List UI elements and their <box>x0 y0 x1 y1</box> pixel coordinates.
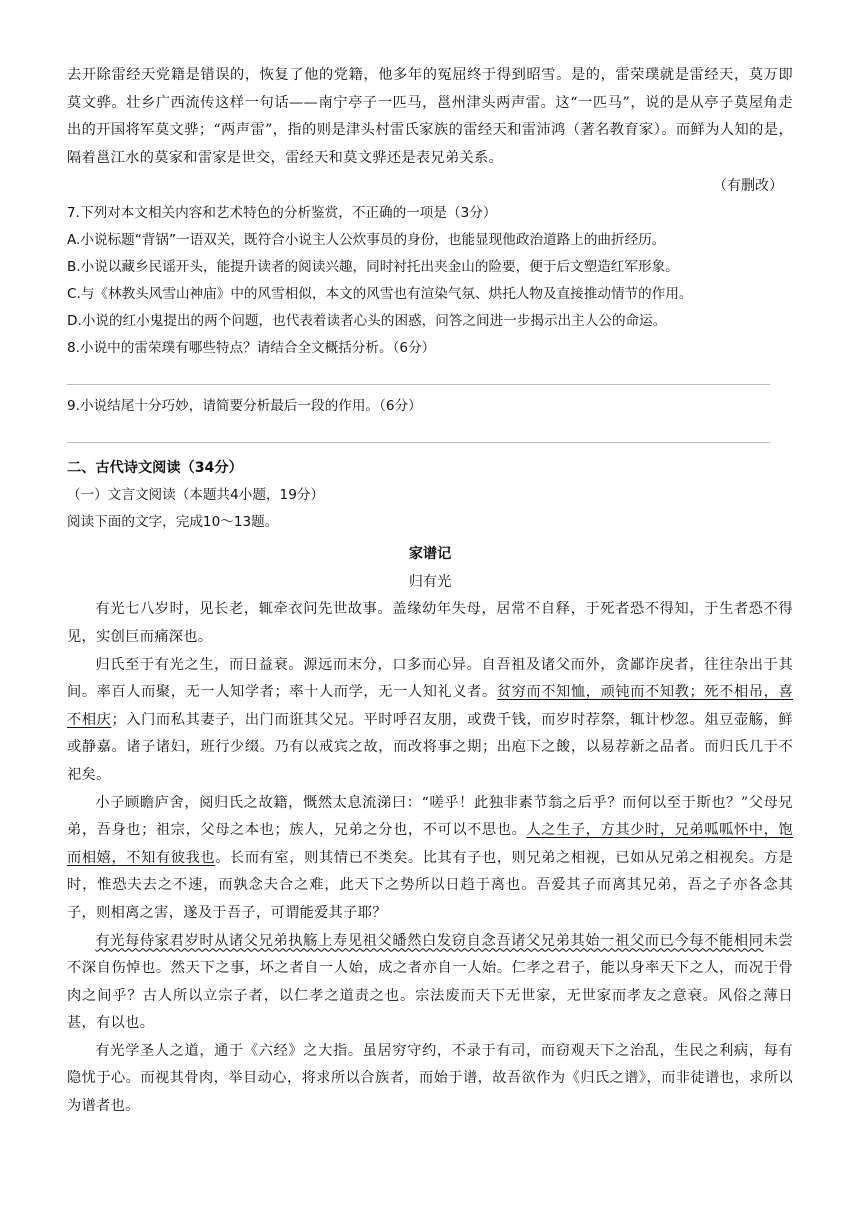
underlined-sentence-2: 人之生子，方其少时，兄弟呱呱怀中，饱而相嬉，不知有彼我也 <box>67 822 793 866</box>
question-8: 8.小说中的雷荣璞有哪些特点？请结合全文概括分析。（6分） <box>67 340 436 357</box>
essay-paragraph-5: 有光学圣人之道，通于《六经》之大指。虽居穷守约，不录于有司，而窃观天下之治乱，生民之利病，每有隐忧于心。而视其骨肉，举目动心，将求所以合族者，而始于谱，故吾欲作为《归氏之谱》，而非徒谱也，求所以为谱者也。 <box>67 1042 793 1115</box>
reading-instruction: 阅读下面的文字，完成10～13题。 <box>67 514 279 531</box>
document-page <box>67 62 793 1121</box>
essay-paragraph-2-text-a: 归氏至于有光之生，而日益衰。源远而末分，口多而心异。自吾祖及诸父而外，贪鄙诈戾者，往往杂出于其间。率百人而聚，无一人知学者；率十人而学，无一人知礼义者。 <box>67 656 793 701</box>
wavy-underlined-passage: 有光每侍家君岁时从诸父兄弟执觞上寿见祖父皤然白发窃自念吾诸父兄弟其始一祖父而已今每不能相同 <box>95 932 764 949</box>
section-heading: 二、古代诗文阅读（34分） <box>67 460 243 477</box>
essay-paragraph-3-text-a: 小子顾瞻庐舍，阅归氏之故籍，慨然太息流涕曰：“嗟乎！此独非素节翁之后乎？而何以至于斯也？”父母兄弟，吾身也；祖宗，父母之本也；族人，兄弟之分也，不可以不思也。 <box>67 794 793 839</box>
question-7-option-c: C.与《林教头风雪山神庙》中的风雪相似，本文的风雪也有渲染气氛、烘托人物及直接推动情节的作用。 <box>67 286 693 303</box>
question-7-option-a: A.小说标题“背锅”一语双关，既符合小说主人公炊事员的身份，也能显现他政治道路上的曲折经历。 <box>67 232 666 249</box>
essay-paragraph-2-text-b: ；入门而私其妻子，出门而诳其父兄。平时呼召友朋，或费千钱，而岁时荐祭，辄计杪忽。俎豆壶觞，鲜或静嘉。诸子诸妇，班行少缀。乃有以戒宾之故，而改将事之期；出庖下之餕，以易荐新之品者。而归氏几于不祀矣。 <box>67 711 793 783</box>
subsection-heading: （一）文言文阅读（本题共4小题，19分） <box>67 487 325 504</box>
question-9: 9.小说结尾十分巧妙，请简要分析最后一段的作用。（6分） <box>67 398 422 415</box>
essay-paragraph-2 <box>67 652 793 790</box>
essay-paragraph-4 <box>67 928 793 1038</box>
revision-note: （有删改） <box>713 178 783 195</box>
question-7: 7.下列对本文相关内容和艺术特色的分析鉴赏，不正确的一项是（3分） <box>67 205 497 222</box>
answer-line-q9[interactable] <box>67 420 770 443</box>
essay-author: 归有光 <box>408 574 452 591</box>
underlined-sentence-1: 贫穷而不知恤，顽钝而不知教；死不相吊，喜不相庆 <box>67 684 793 728</box>
essay-paragraph-4-text-b: 未尝不深自伤悼也。然天下之事，坏之者自一人始，成之者亦自一人始。仁孝之君子，能以身率天下之人，而况于骨肉之间乎？古人所以立宗子者，以仁孝之道责之也。宗法废而天下无世家，无世家而孝友之意衰。风俗之薄日甚，有以也。 <box>67 932 793 1032</box>
question-7-option-d: D.小说的红小鬼提出的两个问题，也代表着读者心头的困惑，问答之间进一步揭示出主人公的命运。 <box>67 313 667 330</box>
answer-line-q8[interactable] <box>67 362 770 385</box>
essay-paragraph-3 <box>67 790 793 928</box>
essay-paragraph-1: 有光七八岁时，见长老，辄牵衣问先世故事。盖缘幼年失母，居常不自释，于死者恐不得知，于生者恐不得见，实创巨而痛深也。 <box>67 601 793 645</box>
essay-title: 家谱记 <box>408 546 452 563</box>
essay-paragraph-3-text-b: 。长而有室，则其情已不类矣。比其有子也，则兄弟之相视，已如从兄弟之相视矣。方是时，惟恐夫去之不速，而孰念夫合之难，此天下之势所以日趋于离也。吾爱其子而离其兄弟，吾之子亦各念其子，则相离之害，遂及于吾子，可谓能爱其子耶？ <box>67 849 793 921</box>
question-7-option-b: B.小说以藏乡民谣开头，能提升读者的阅读兴趣，同时衬托出夹金山的险要，便于后文塑造红军形象。 <box>67 259 679 276</box>
story-ending-paragraph: 去开除雷经天党籍是错误的，恢复了他的党籍，他多年的冤屈终于得到昭雪。是的，雷荣璞就是雷经天，莫万即莫文骅。壮乡广西流传这样一句话——南宁亭子一匹马，邕州津头两声雷。这“一匹马”，说的是从亭子莫屋角走出的开国将军莫文骅；“两声雷”，指的则是津头村雷氏家族的雷经天和雷沛鸿（著名教育家）。而鲜为人知的是，隔着邕江水的莫家和雷家是世交，雷经天和莫文骅还是表兄弟关系。 <box>67 67 793 166</box>
